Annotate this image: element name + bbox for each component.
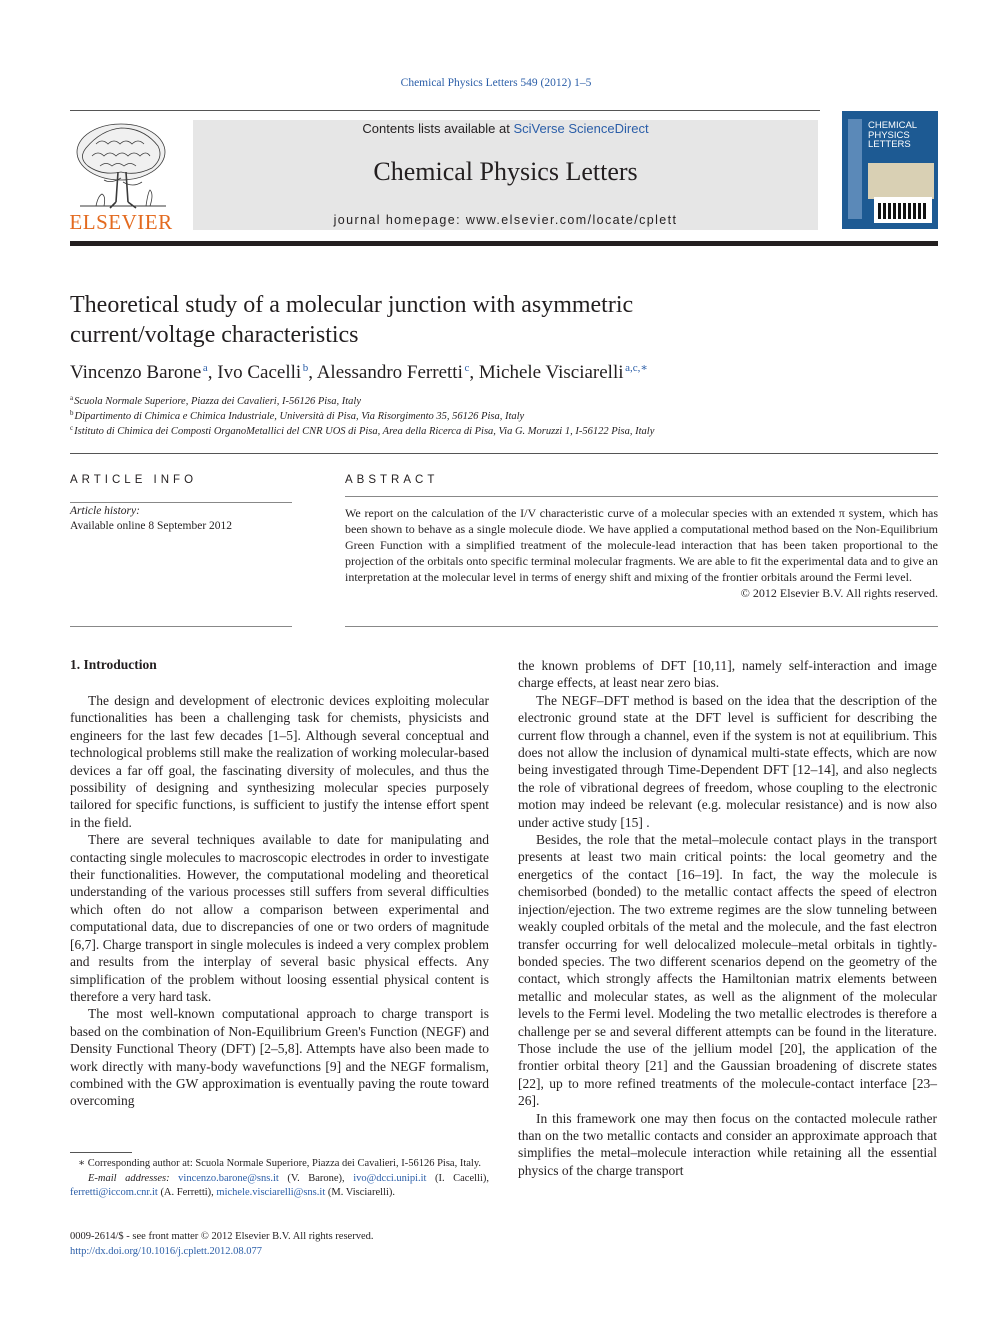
front-matter — [70, 1230, 373, 1259]
email-link[interactable]: ferretti@iccom.cnr.it — [70, 1187, 158, 1199]
elsevier-tree-icon — [66, 118, 176, 210]
author-sep: , — [469, 362, 479, 383]
email-addresses — [70, 1172, 489, 1201]
paragraph: There are several techniques available to date for manipulating and contacting single molecules to macroscopic electrodes in order to investigate their functionalities. However, the computational modeling and theoretical understanding of the various processes still suffers from several difficulties which often do not allow a comparison between experimental and computational data, due to discrepancies of one or two orders of magnitude [6,7]. Charge transport in single molecules is indeed a very complex problem and results from the interplay of several basic physical effects. Any simplification of the problem without loosing essential physical content is therefore a very hard task. — [70, 832, 489, 1004]
affil-mark: c — [70, 424, 74, 432]
journal-title: Chemical Physics Letters — [373, 157, 638, 186]
email-owner: (I. Cacelli), — [426, 1172, 490, 1184]
email-owner: (V. Barone), — [278, 1172, 354, 1184]
article-info-heading: ARTICLE INFO — [70, 474, 198, 486]
paragraph: Besides, the role that the metal–molecule contact plays in the transport presents at least two main critical points: the local geometry and the energetics of the contact [16–19]. In fact, the way the molecule is chemisorbed (bonded) to the metallic contact affects the speed of electron injection/ejection. The two extreme regimes are the slow tunneling between weakly coupled orbitals of the metal and the molecule, and the fast electron transfer occurring for well delocalized molecule–metal orbitals in tightly-bonded species. The two different scenarios depend on the geometry of the contact, which strongly affects the Hamiltonian matrix elements between metallic and molecular states, as well as the alignment of the molecular levels to the Fermi level. Modeling the two metallic electrodes is therefore a challenge per se and several different attempts can be found in the literature. Those include the use of the jellium model [20], the application of the frontier orbital theory [21] and the Gaussian broadening of discrete states [22], up to more refined treatments of the molecule-contact interface [23–26]. — [518, 832, 937, 1109]
doi-link[interactable]: http://dx.doi.org/10.1016/j.cplett.2012.08.077 — [70, 1245, 263, 1257]
left-column — [70, 692, 489, 1110]
sciencedirect-link[interactable]: SciVerse ScienceDirect — [513, 121, 649, 136]
affil-mark: a — [70, 394, 74, 402]
corresponding-author-note: ∗ Corresponding author at: Scuola Normale Superiore, Piazza dei Cavalieri, I-56126 Pisa, Italy. — [78, 1158, 482, 1169]
email-link[interactable]: ivo@dcci.unipi.it — [353, 1172, 427, 1184]
cover-title — [868, 121, 917, 150]
email-label: E-mail addresses: — [88, 1172, 170, 1184]
footnote-rule — [70, 1152, 132, 1153]
available-online: Available online 8 September 2012 — [70, 520, 233, 532]
cover-title-line: CHEMICAL — [868, 120, 918, 131]
paragraph: The NEGF–DFT method is based on the idea that the description of the electronic ground state at the DFT level is sufficient for describing the current flow through a channel, even if the system is not at equilibrium. This does not allow the inclusion of dynamical multi-state effects, which are now being investigated through Time-Dependent DFT [12–14], and also neglects the role of vibrational degrees of freedom, whose coupling to the electronic motion may indeed be relevant (e.g. molecular resistance) and is now also under active study [15] . — [518, 692, 937, 830]
author-name: Vincenzo Barone — [70, 362, 202, 383]
abstract-bottom-rule — [345, 626, 938, 627]
cover-title-line: PHYSICS — [868, 129, 910, 141]
email-link[interactable]: michele.visciarelli@sns.it — [216, 1187, 326, 1199]
author-name: Michele Visciarelli — [478, 362, 624, 383]
journal-cover[interactable] — [842, 111, 938, 229]
affiliation-a — [70, 394, 361, 407]
affil-text: Istituto di Chimica dei Composti OrganoMetallici del CNR UOS di Pisa, Area della Ricerca di Pisa, Via G. Moruzzi 1, I-56122 Pisa, Italy — [74, 426, 655, 437]
author-name: Ivo Cacelli — [217, 362, 302, 383]
issn-line: 0009-2614/$ - see front matter © 2012 Elsevier B.V. All rights reserved. — [70, 1231, 374, 1242]
author-sep: , — [207, 362, 218, 383]
title-line-1: Theoretical study of a molecular junction with asymmetric — [70, 292, 634, 318]
cover-panel — [868, 163, 934, 199]
abstract-heading: ABSTRACT — [345, 474, 439, 486]
affiliation-b — [70, 409, 524, 422]
abstract-rule — [345, 496, 938, 497]
article-history-label: Article history: — [70, 505, 140, 517]
header-thick-rule — [70, 241, 938, 246]
elsevier-logo[interactable] — [66, 118, 176, 236]
email-owner: (A. Ferretti), — [157, 1187, 217, 1199]
affil-text: Dipartimento di Chimica e Chimica Industriale, Università di Pisa, Via Risorgimento 35, 56126 Pisa, Italy — [74, 411, 525, 422]
author-list — [70, 361, 648, 384]
author-affil-link[interactable]: c — [464, 362, 470, 374]
contents-line — [193, 121, 818, 136]
section-heading-introduction: 1. Introduction — [70, 657, 157, 672]
email-owner: (M. Visciarelli). — [325, 1187, 395, 1199]
article-info-rule — [70, 502, 292, 503]
paragraph: The design and development of electronic devices exploiting molecular functionalities has been a challenging task for chemists, physicists and engineers for the last few decades [1–5]. Although several conceptual and technological problems still make the realization of working molecular-based devices a far off goal, the fascinating diversity of molecules, and thus the possibility of designing and synthesizing molecular species purposely tailored for specific functions, is sufficient to justify the intense effort spent in the field. — [70, 693, 489, 830]
author-name: Alessandro Ferretti — [316, 362, 463, 383]
cover-stripe — [848, 119, 862, 219]
author-affil-link[interactable]: a,c,∗ — [625, 362, 648, 374]
publisher-name: ELSEVIER — [69, 210, 173, 234]
author-affil-link[interactable]: b — [302, 362, 309, 374]
cover-spectrum-icon — [874, 197, 932, 223]
author-affil-link[interactable]: a — [202, 362, 208, 374]
journal-reference[interactable]: Chemical Physics Letters 549 (2012) 1–5 — [400, 77, 592, 89]
journal-banner — [193, 120, 818, 230]
abstract-body — [345, 505, 938, 601]
header-rule — [70, 110, 820, 111]
contents-prefix: Contents lists available at — [362, 121, 514, 136]
abstract-copyright: © 2012 Elsevier B.V. All rights reserved. — [740, 586, 938, 600]
footnote — [70, 1157, 489, 1201]
paragraph: The most well-known computational approach to charge transport is based on the combination of Non-Equilibrium Green's Function (NEGF) and Density Functional Theory (DFT) [2–5,8]. Attempts have also been made to work directly with many-body wavefunctions [9] and the NEGF formalism, combined with the GW approximation is eventually paving the route toward overcoming — [70, 1006, 489, 1109]
section-rule — [70, 453, 938, 454]
article-info-bottom-rule — [70, 626, 292, 627]
email-link[interactable]: vincenzo.barone@sns.it — [178, 1172, 279, 1184]
affiliation-c — [70, 424, 654, 437]
paragraph: the known problems of DFT [10,11], namely self-interaction and image charge effects, at least near zero bias. — [518, 658, 937, 691]
right-column — [518, 657, 937, 1179]
article-title — [70, 290, 770, 350]
affil-text: Scuola Normale Superiore, Piazza dei Cavalieri, I-56126 Pisa, Italy — [74, 396, 361, 407]
abstract-text: We report on the calculation of the I/V characteristic curve of a molecular species with an extended π system, which has been shown to behave as a single molecule diode. We have applied a computational method based on the Non-Equilibrium Green Function with a simplified treatment of the molecule-lead interaction that has been taken proportional to the projection of the orbitals onto specific terminal molecular fragments. We are able to fit the experimental data and to give an interpretation at the molecular level in terms of energy shift and mixing of the frontier orbitals around the Fermi level. — [345, 506, 938, 584]
title-line-2: current/voltage characteristics — [70, 322, 359, 348]
cover-title-line: LETTERS — [868, 139, 911, 150]
cover-image — [874, 197, 932, 223]
paragraph: In this framework one may then focus on the contacted molecule rather than on the two metallic contacts and consider an approximate approach that simplifies the metal–molecule interaction while retaining all the essential physics of the charge transport — [518, 1110, 937, 1178]
affil-mark: b — [70, 409, 74, 417]
author-sep: , — [308, 362, 317, 383]
journal-homepage[interactable]: journal homepage: www.elsevier.com/locate/cplett — [333, 213, 678, 227]
